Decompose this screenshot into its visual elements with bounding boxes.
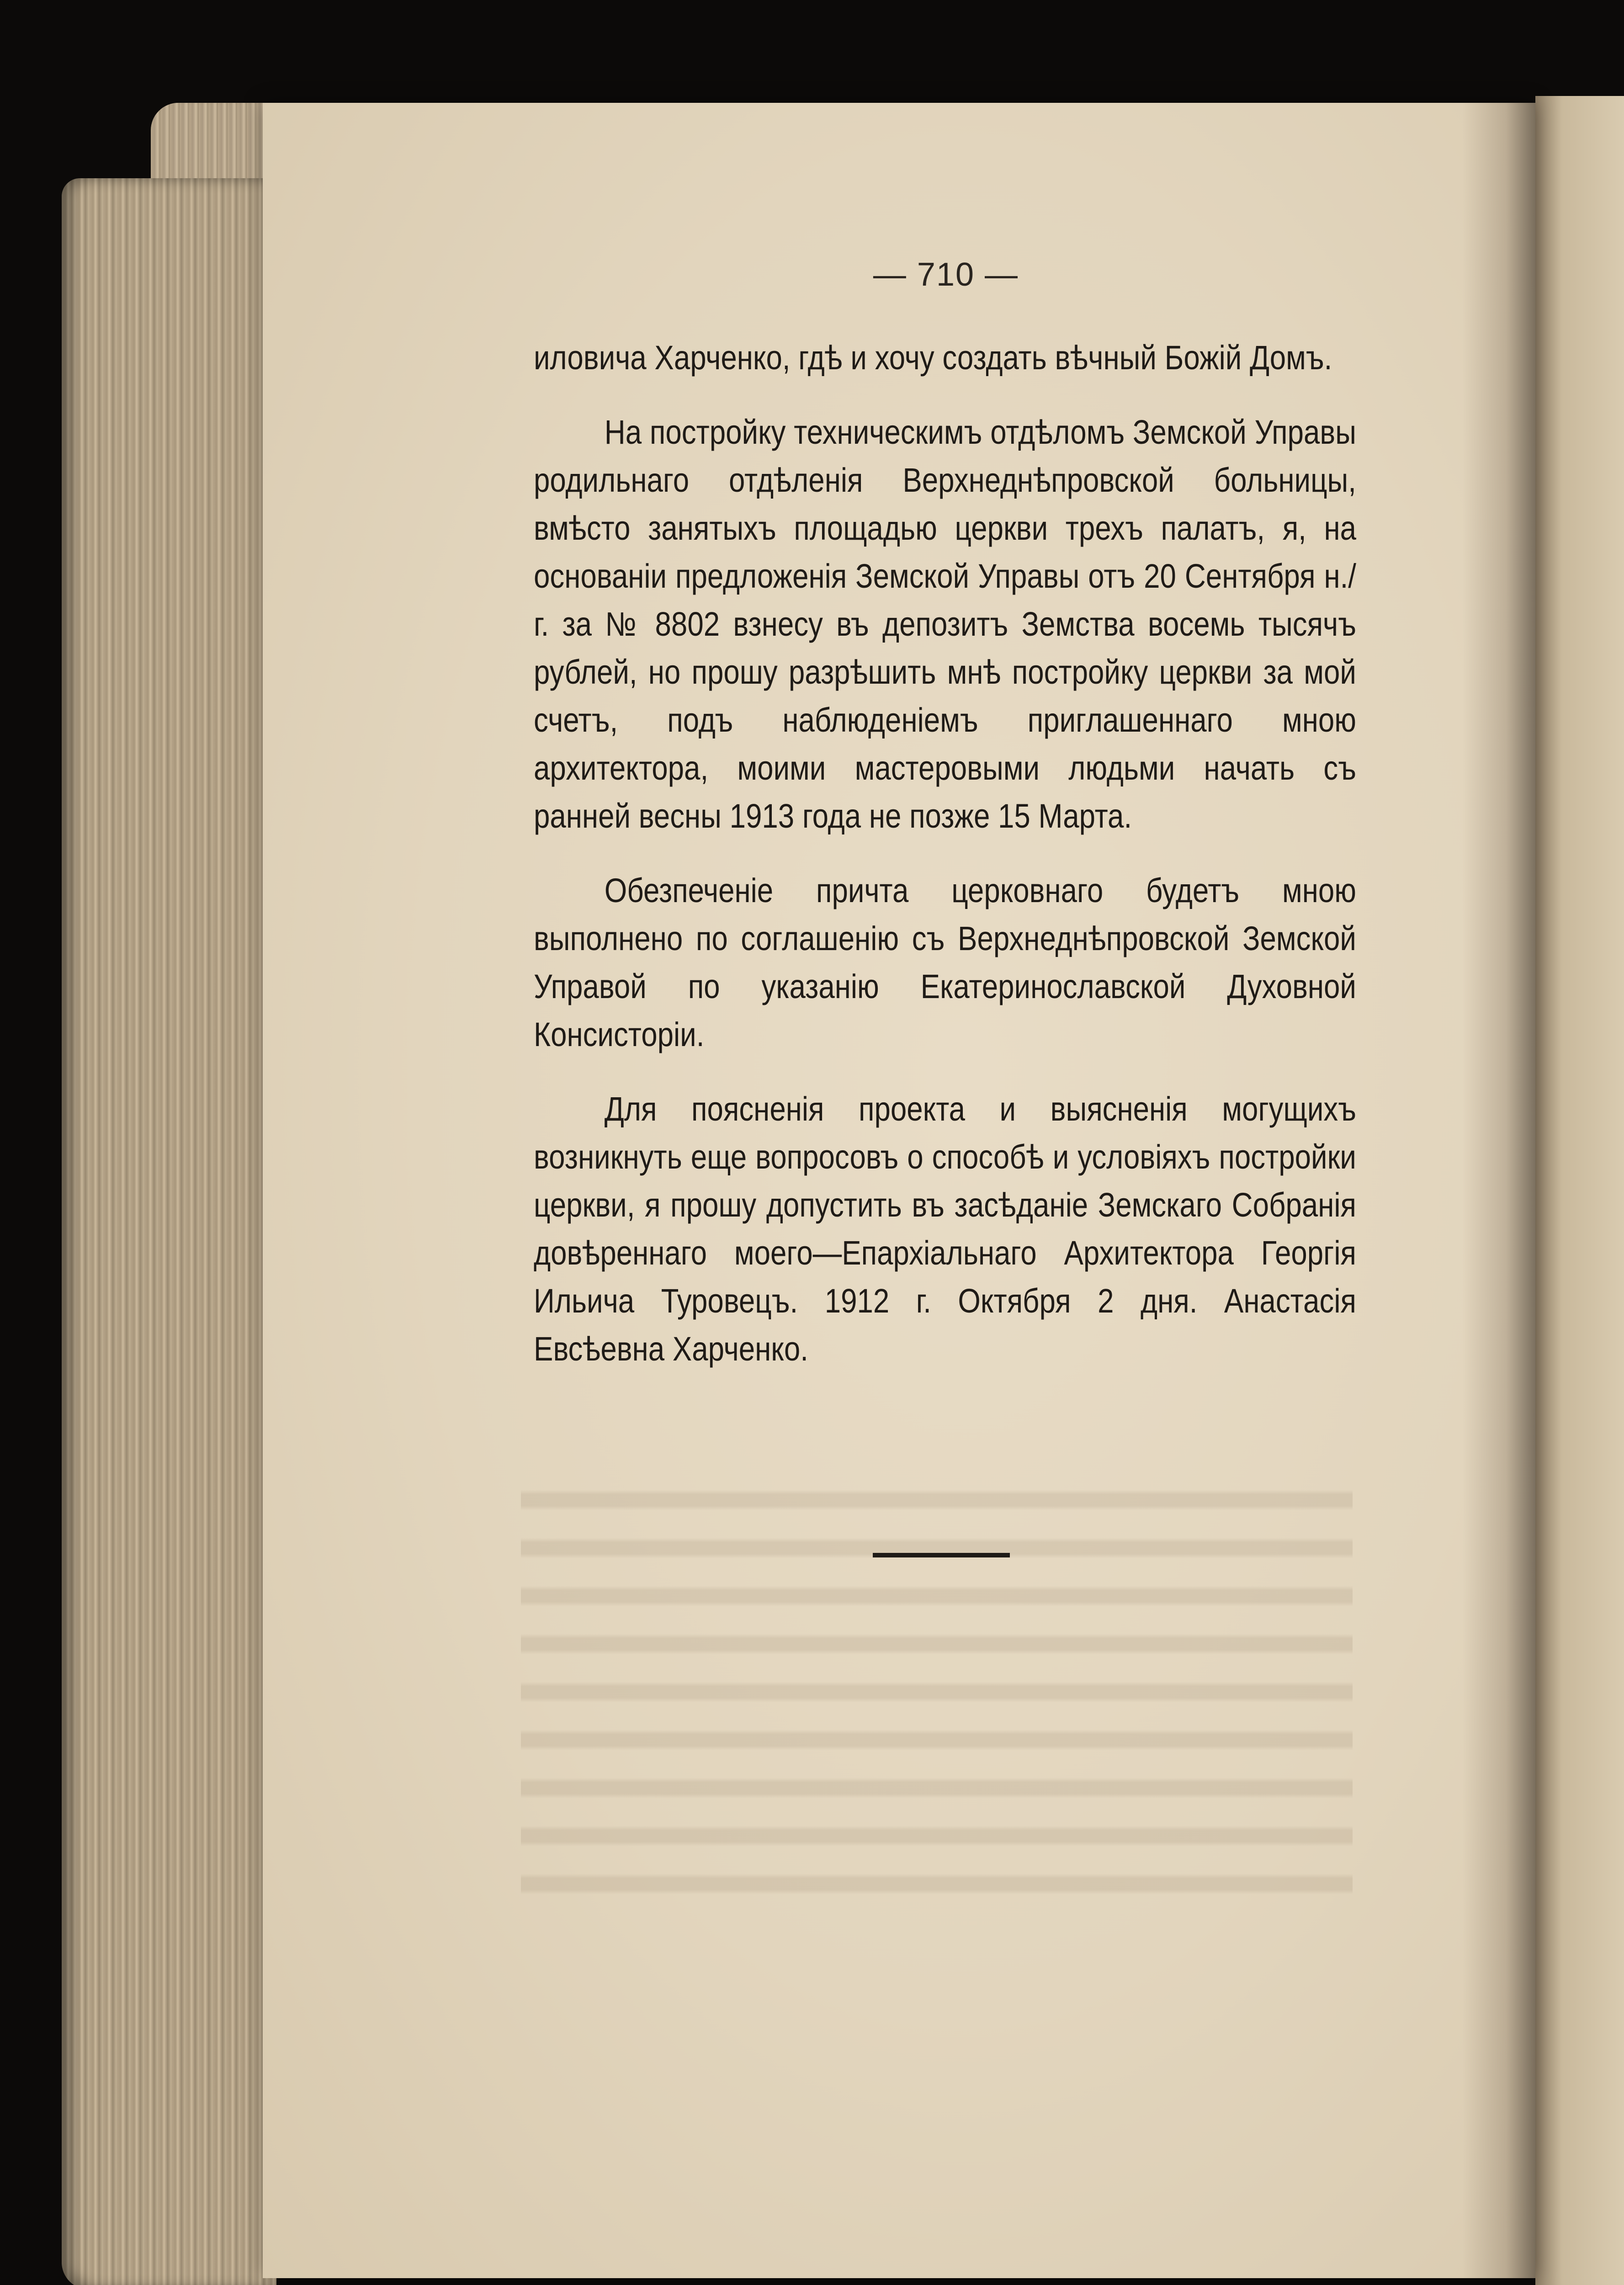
paragraph-clergy-support: Обезпеченіе причта церковнаго будетъ мною выполнено по соглашенію съ Верхнеднѣпровской Земской Управой по указанію Екатеринославской Духовной Консисторіи. (534, 871, 1356, 1053)
paragraph-continuation: иловича Харченко, гдѣ и хочу создать вѣчный Божій Домъ. (534, 339, 1332, 377)
section-divider-rule (873, 1553, 1010, 1557)
paragraph-construction: На постройку техническимъ отдѣломъ Земской Управы родильнаго отдѣленія Верхнеднѣпровской больницы, вмѣсто занятыхъ площадью церкви трехъ палатъ, я, на основаніи предложенія Земской Управы отъ 20 Сентября н./г. за № 8802 взнесу въ депозитъ Земства восемь тысячъ рублей, но прошу разрѣшить мнѣ постройку церкви за мой счетъ, подъ наблюденіемъ приглашеннаго мною архитектора, моими мастеровыми людьми начать съ ранней весны 1913 года не позже 15 Марта. (534, 413, 1356, 835)
bleed-through-text (521, 1462, 1353, 1919)
page-gutter-shadow (1462, 103, 1535, 2278)
body-text (534, 334, 1356, 1399)
facing-page (1535, 96, 1624, 2285)
book-page-edges (62, 178, 276, 2285)
paragraph-architect: Для поясненія проекта и выясненія могущихъ возникнуть еще вопросовъ о способѣ и условіяхъ постройки церкви, я прошу допустить въ засѣданіе Земскаго Собранія довѣреннаго моего—Епархіальнаго Архитектора Георгія Ильича Туровецъ. 1912 г. Октября 2 дня. Анастасія Евсѣевна Харченко. (534, 1090, 1356, 1368)
page-number: — 710 — (873, 256, 1019, 293)
